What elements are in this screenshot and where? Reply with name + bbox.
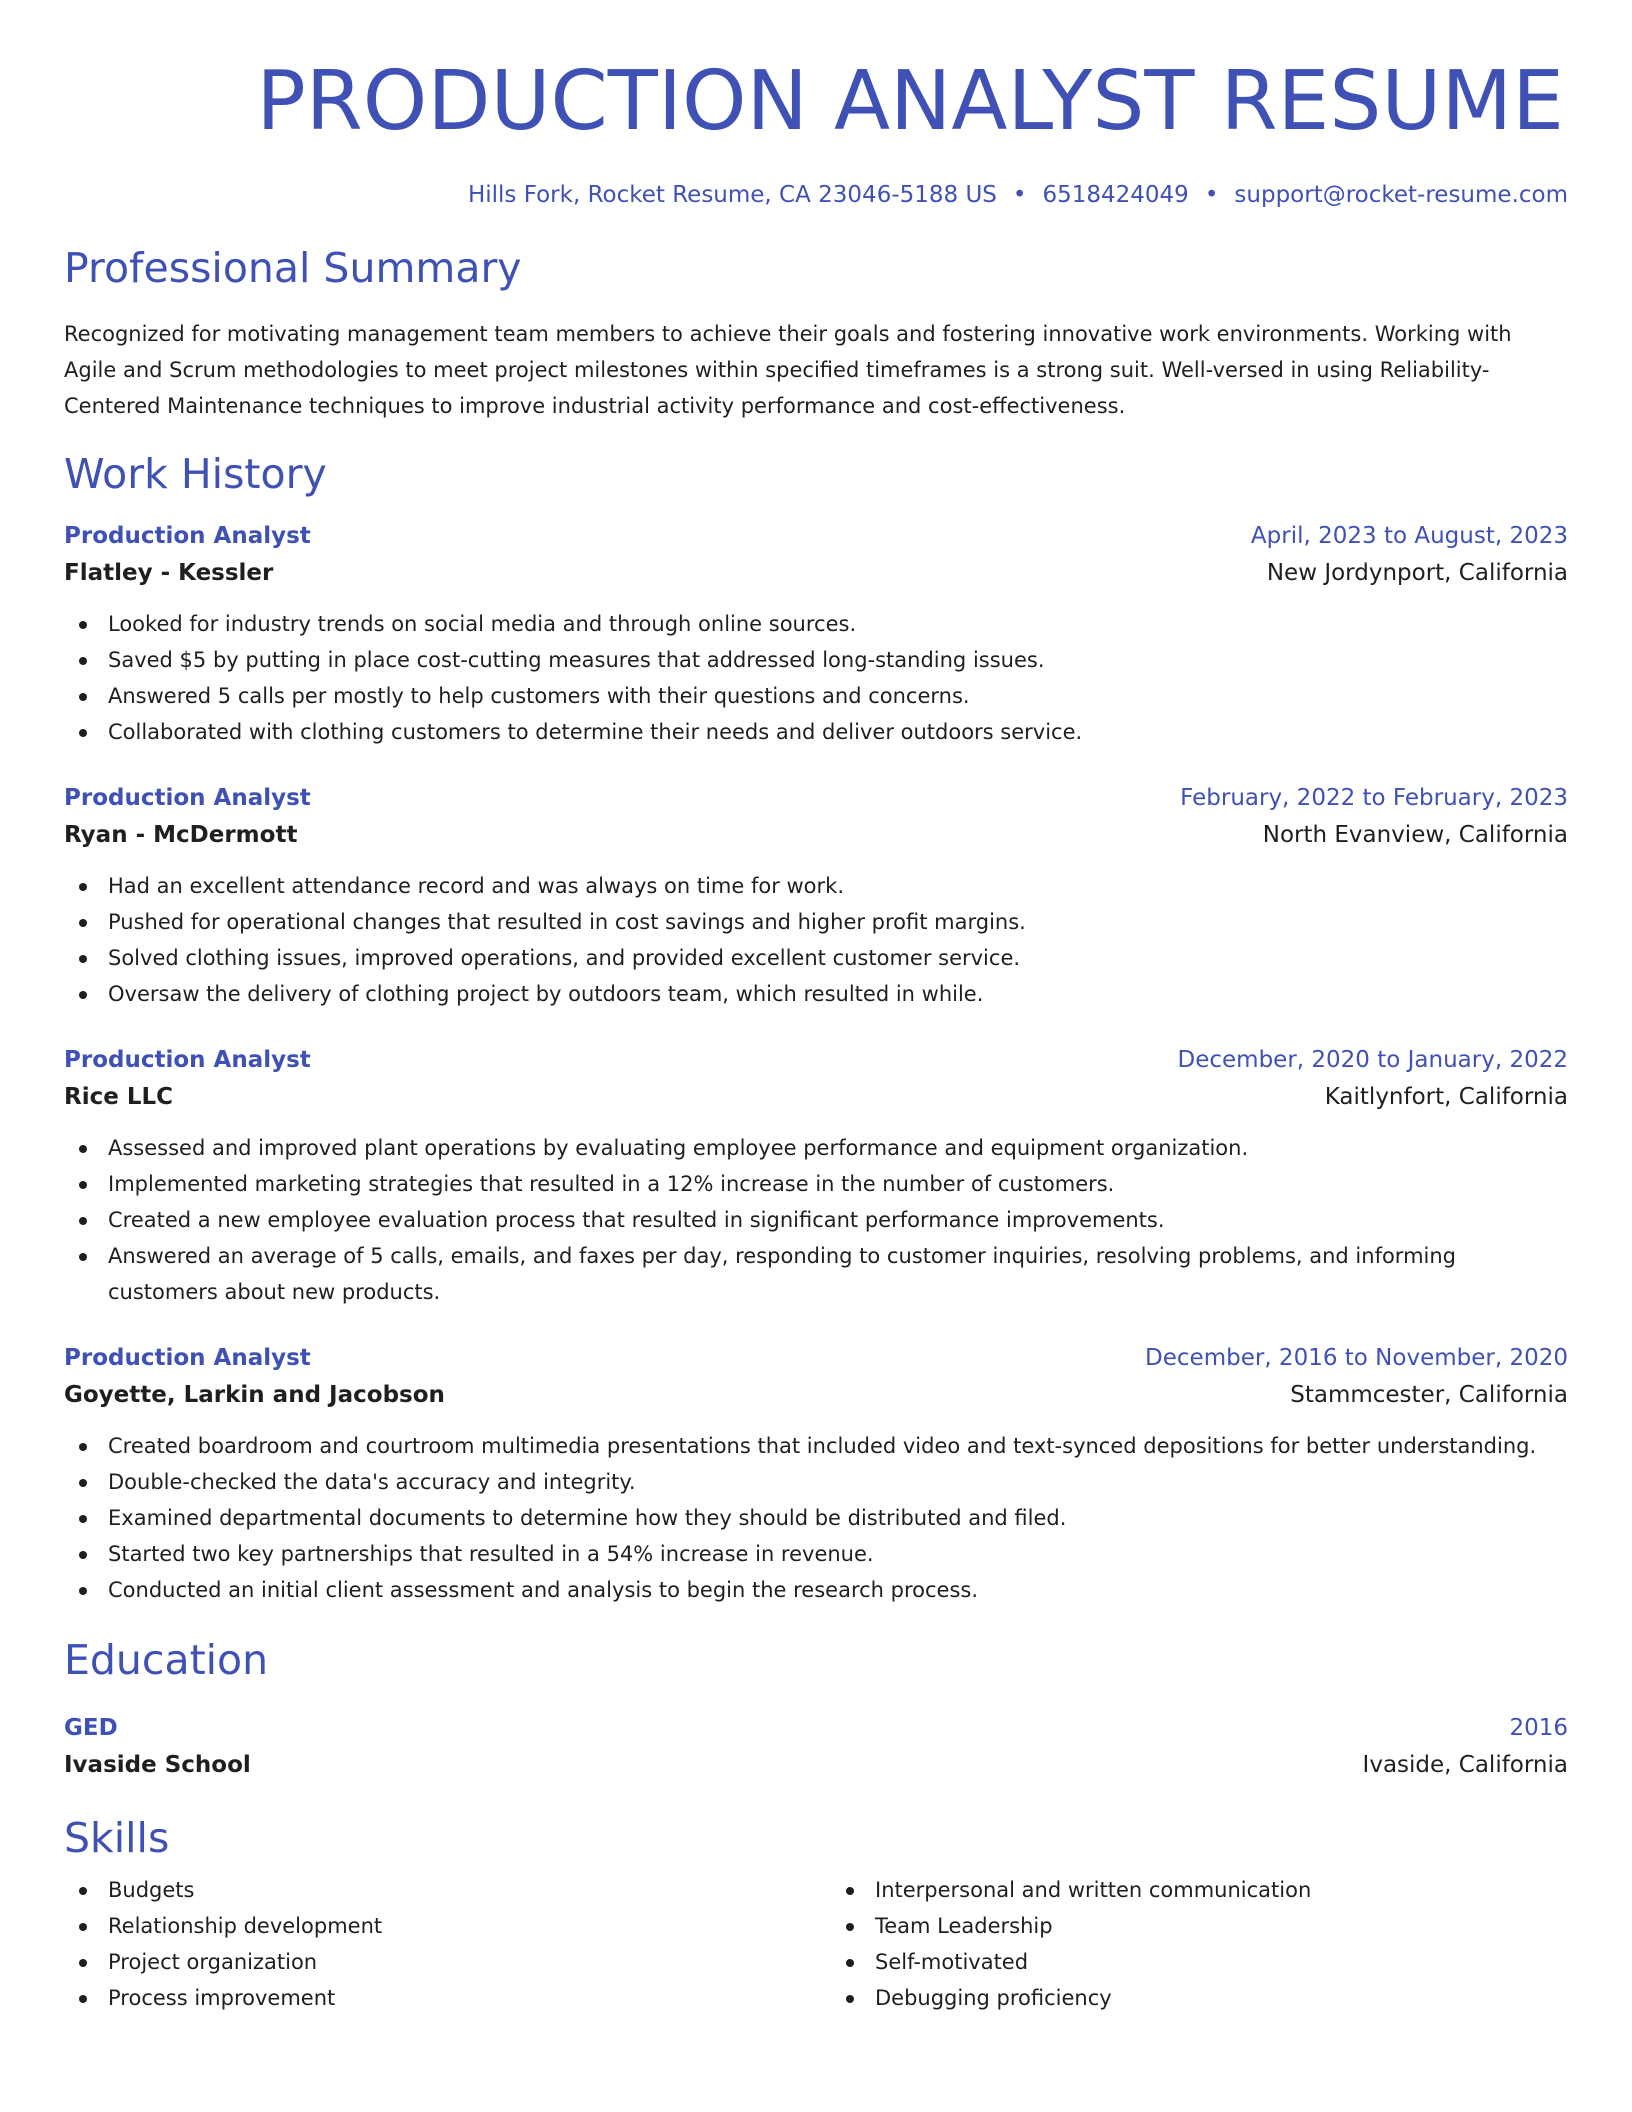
job-role: Production Analyst <box>64 785 311 811</box>
skills-heading: Skills <box>64 1814 170 1862</box>
list-item: Examined departmental documents to determine how they should be distributed and filed. <box>64 1500 1568 1536</box>
list-item: Collaborated with clothing customers to determine their needs and deliver outdoors service. <box>64 714 1568 750</box>
skill-item: Self-motivated <box>831 1944 1568 1980</box>
job-role: Production Analyst <box>64 1047 311 1073</box>
contact-line <box>64 178 1568 212</box>
job-bullets <box>64 1428 1568 1608</box>
job-location: Kaitlynfort, California <box>1324 1084 1568 1110</box>
job-dates: December, 2016 to November, 2020 <box>1145 1345 1568 1371</box>
job-location: New Jordynport, California <box>1266 560 1568 586</box>
list-item: Pushed for operational changes that resulted in cost savings and higher profit margins. <box>64 904 1568 940</box>
list-item: Solved clothing issues, improved operations, and provided excellent customer service. <box>64 940 1568 976</box>
skills-column-left <box>64 1872 801 2016</box>
work-history-heading: Work History <box>64 450 327 498</box>
summary-text: Recognized for motivating management team members to achieve their goals and fostering innovative work environments. Working with Agile and Scrum methodologies to meet project milestones within specified timeframes is a strong suit. Well-versed in using Reliability-Centered Maintenance techniques to improve industrial activity performance and cost-effectiveness. <box>64 322 1512 418</box>
job-dates: February, 2022 to February, 2023 <box>1180 785 1568 811</box>
list-item: Had an excellent attendance record and was always on time for work. <box>64 868 1568 904</box>
list-item: Started two key partnerships that resulted in a 54% increase in revenue. <box>64 1536 1568 1572</box>
list-item: Answered an average of 5 calls, emails, and faxes per day, responding to customer inquiries, resolving problems, and informing customers about new products. <box>64 1238 1568 1310</box>
skill-item: Process improvement <box>64 1980 801 2016</box>
skill-item: Budgets <box>64 1872 801 1908</box>
job-bullets <box>64 868 1568 1012</box>
contact-email[interactable]: support@rocket-resume.com <box>1234 182 1568 208</box>
skills-column-right <box>831 1872 1568 2016</box>
list-item: Assessed and improved plant operations by evaluating employee performance and equipment organization. <box>64 1130 1568 1166</box>
summary-heading: Professional Summary <box>64 244 522 292</box>
contact-address: Hills Fork, Rocket Resume, CA 23046-5188 US <box>467 182 997 208</box>
skill-item: Team Leadership <box>831 1908 1568 1944</box>
job-dates: April, 2023 to August, 2023 <box>1250 523 1568 549</box>
job-dates: December, 2020 to January, 2022 <box>1177 1047 1568 1073</box>
list-item: Answered 5 calls per mostly to help customers with their questions and concerns. <box>64 678 1568 714</box>
job-entry <box>64 518 1568 750</box>
list-item: Implemented marketing strategies that resulted in a 12% increase in the number of customers. <box>64 1166 1568 1202</box>
job-entry <box>64 1042 1568 1310</box>
job-location: Stammcester, California <box>1290 1382 1568 1408</box>
job-entry <box>64 1340 1568 1608</box>
job-role: Production Analyst <box>64 523 311 549</box>
education-year: 2016 <box>1509 1715 1568 1741</box>
education-heading: Education <box>64 1636 269 1684</box>
resume-title: PRODUCTION ANALYST RESUME <box>256 54 1564 149</box>
skill-item: Relationship development <box>64 1908 801 1944</box>
job-bullets <box>64 606 1568 750</box>
contact-separator: • <box>1012 182 1027 208</box>
job-company: Ryan - McDermott <box>64 822 298 848</box>
skill-item: Project organization <box>64 1944 801 1980</box>
job-role: Production Analyst <box>64 1345 311 1371</box>
skill-item: Debugging proficiency <box>831 1980 1568 2016</box>
job-location: North Evanview, California <box>1262 822 1568 848</box>
skills-grid <box>64 1872 1568 2016</box>
education-school: Ivaside School <box>64 1752 251 1778</box>
education-degree: GED <box>64 1715 118 1741</box>
list-item: Saved $5 by putting in place cost-cutting measures that addressed long-standing issues. <box>64 642 1568 678</box>
job-company: Rice LLC <box>64 1084 174 1110</box>
list-item: Created a new employee evaluation process that resulted in significant performance improvements. <box>64 1202 1568 1238</box>
education-location: Ivaside, California <box>1362 1752 1568 1778</box>
list-item: Looked for industry trends on social media and through online sources. <box>64 606 1568 642</box>
job-entry <box>64 780 1568 1012</box>
list-item: Double-checked the data's accuracy and integrity. <box>64 1464 1568 1500</box>
job-company: Goyette, Larkin and Jacobson <box>64 1382 445 1408</box>
list-item: Oversaw the delivery of clothing project by outdoors team, which resulted in while. <box>64 976 1568 1012</box>
list-item: Created boardroom and courtroom multimedia presentations that included video and text-synced depositions for better understanding. <box>64 1428 1568 1464</box>
job-bullets <box>64 1130 1568 1310</box>
skill-item: Interpersonal and written communication <box>831 1872 1568 1908</box>
education-entry <box>64 1710 1568 1784</box>
list-item: Conducted an initial client assessment and analysis to begin the research process. <box>64 1572 1568 1608</box>
job-company: Flatley - Kessler <box>64 560 274 586</box>
contact-phone[interactable]: 6518424049 <box>1042 182 1189 208</box>
contact-separator: • <box>1204 182 1219 208</box>
